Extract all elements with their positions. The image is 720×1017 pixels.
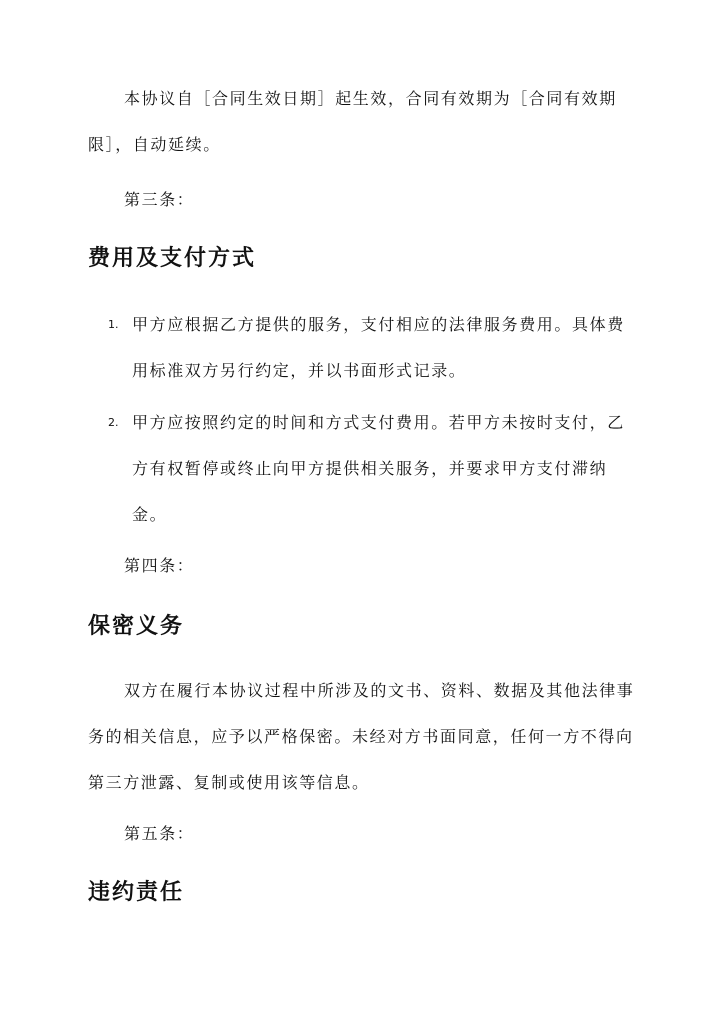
article-four-label: 第四条： <box>124 556 195 575</box>
list-number: 1. <box>108 318 119 331</box>
fee-list-item-1 <box>108 302 628 394</box>
effective-date-paragraph: 本协议自［合同生效日期］起生效，合同有效期为［合同有效期限］，自动延续。 <box>88 89 617 154</box>
article-five-label: 第五条： <box>124 824 195 843</box>
article-three-label: 第三条： <box>124 190 195 209</box>
list-item-text: 甲方应按照约定的时间和方式支付费用。若甲方未按时支付，乙方有权暂停或终止向甲方提供相关服务，并要求甲方支付滞纳金。 <box>132 413 625 524</box>
list-item-text: 甲方应根据乙方提供的服务，支付相应的法律服务费用。具体费用标准双方另行约定，并以书面形式记录。 <box>132 315 625 380</box>
heading-confidentiality: 保密义务 <box>88 613 185 639</box>
fee-list-item-2 <box>108 400 628 538</box>
heading-fees-payment: 费用及支付方式 <box>88 245 257 271</box>
heading-breach-liability: 违约责任 <box>88 879 185 905</box>
list-number: 2. <box>108 416 119 429</box>
confidentiality-paragraph: 双方在履行本协议过程中所涉及的文书、资料、数据及其他法律事务的相关信息，应予以严格保密。未经对方书面同意，任何一方不得向第三方泄露、复制或使用该等信息。 <box>88 681 635 792</box>
